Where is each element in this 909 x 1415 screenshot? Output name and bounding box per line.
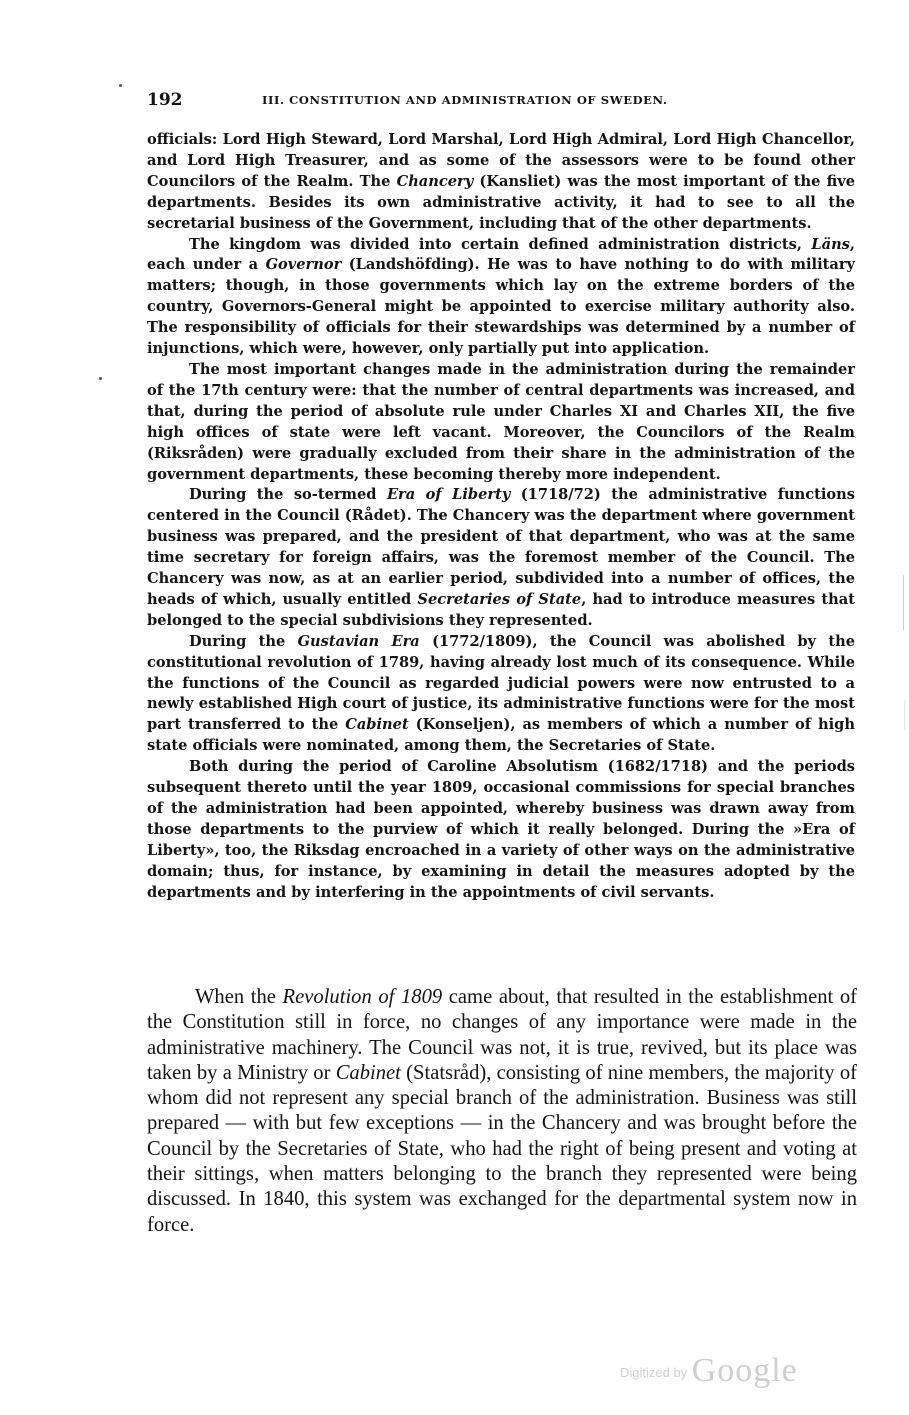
digitized-watermark [620,1352,798,1390]
paragraph: When the Revolution of 1809 came about, that resulted in the establishment of the Constitution still in force, no changes of any importance were made in the administrative machinery. The Council was not, it is true, revived, but its place was taken by a Ministry or Cabinet (Statsråd), consisting of nine members, the majority of whom did not represent any special branch of the administration. Business was still prepared — with but few exceptions — in the Chancery and was brought before the Council by the Secretaries of State, who had the right of being present and voting at their sittings, when matters belonging to the branch they represented were being discussed. In 1840, this system was exchanged for the departmental system now in force. [147,986,857,1236]
paragraph: The most important changes made in the administration during the remainder of the 17th century were: that the number of central departments was increased, and that, during the period of absolute rule under Charles XI and Charles XII, the five high offices of state were left vacant. Moreover, the Councilors of the Realm (Riksråden) were gradually excluded from their share in the administration of the government departments, these becoming thereby more independent. [147,360,855,483]
google-logo: Google [691,1352,798,1389]
scan-speck [99,377,102,380]
watermark-prefix: Digitized by [620,1365,688,1380]
scan-speck [119,84,122,87]
paragraph: Both during the period of Caroline Absolutism (1682/1718) and the periods subsequent thereto until the year 1809, occasional commissions for special branches of the administration had been appointed, whereby business was drawn away from those departments to the purview of which it really belonged. During the »Era of Liberty», too, the Riksdag encroached in a variety of other ways on the administrative domain; thus, for instance, by examining in detail the measures adopted by the departments and by interfering in the appointments of civil servants. [147,758,855,901]
small-print-section [147,130,855,904]
paragraph: During the so-termed Era of Liberty (1718/72) the administrative functions centered in the Council (Rådet). The Chancery was the department where government business was prepared, and the president of that department, who was at the same time secretary for foreign affairs, was the foremost member of the Council. The Chancery was now, as at an earlier period, subdivided into a number of offices, the heads of which, usually entitled Secretaries of State, had to introduce measures that belonged to the special subdivisions they represented. [147,486,855,629]
scan-edge-line [903,575,904,630]
page-number: 192 [147,90,183,110]
main-text-section [147,985,857,1238]
paragraph: officials: Lord High Steward, Lord Marshal, Lord High Admiral, Lord High Chancellor, and Lord High Treasurer, and as some of the assessors were to be found other Councilors of the Realm. The Chancery (Kansliet) was the most important of the five departments. Besides its own administrative activity, it had to see to all the secretarial business of the Government, including that of the other departments. [147,131,855,232]
running-head: III. CONSTITUTION AND ADMINISTRATION OF SWEDEN. [262,93,668,107]
paragraph: The kingdom was divided into certain defined administration districts, Läns, each under a Governor (Landshöfding). He was to have nothing to do with military matters; though, in those governments which lay on the extreme borders of the country, Governors-General might be appointed to exercise military authority also. The responsibility of officials for their stewardships was determined by a number of injunctions, which were, however, only partially put into application. [147,235,855,358]
scan-edge-line [904,700,905,730]
page-header [147,90,855,116]
paragraph: During the Gustavian Era (1772/1809), the Council was abolished by the constitutional revolution of 1789, having already lost much of its consequence. While the functions of the Council as regarded judicial powers were now entrusted to a newly established High court of justice, its administrative functions were for the most part transferred to the Cabinet (Konseljen), as members of which a number of high state officials were nominated, among them, the Secretaries of State. [147,632,855,755]
